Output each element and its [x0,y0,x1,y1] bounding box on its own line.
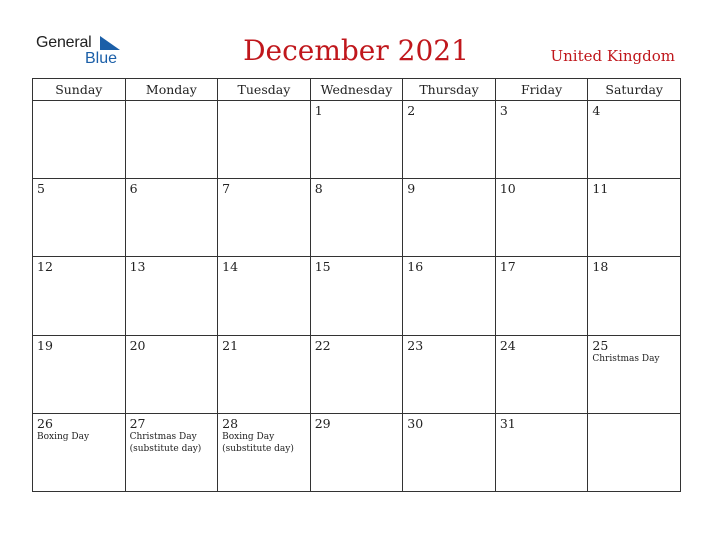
day-number [126,101,218,103]
holiday-label: Christmas Day (substitute day) [129,431,202,454]
day-cell [495,257,588,335]
day-cell [588,179,681,257]
day-cell [218,335,311,413]
day-number: 16 [407,259,424,275]
day-cell [33,335,126,413]
day-number: 9 [407,181,416,197]
day-number: 3 [499,103,508,118]
day-number: 14 [222,259,239,275]
day-cell [588,413,681,491]
weekday-header: Sunday [33,79,126,101]
day-number: 31 [499,415,516,431]
logo-word-blue: Blue [85,50,118,67]
day-cell [33,413,126,491]
day-number: 24 [499,337,516,353]
day-cell [403,335,496,413]
day-number: 10 [499,181,516,197]
weekday-header: Tuesday [218,79,311,101]
logo-word-general: General [36,34,92,51]
day-number: 28 [222,415,239,431]
day-cell [495,101,588,179]
day-number [218,101,310,103]
weekday-header: Saturday [588,79,681,101]
day-cell [310,413,403,491]
day-number [588,414,680,416]
day-number: 25 [592,337,609,353]
day-cell [218,413,311,491]
day-cell [588,257,681,335]
day-number: 5 [37,181,45,197]
day-number [33,101,125,103]
week-row [33,335,681,413]
day-cell [125,335,218,413]
weekday-header: Monday [125,79,218,101]
holiday-label: Boxing Day [37,431,90,442]
day-number: 27 [129,415,146,431]
day-cell [33,257,126,335]
day-number: 8 [314,181,323,197]
day-cell [218,257,311,335]
day-cell [33,101,126,179]
week-row [33,101,681,179]
day-number: 18 [592,259,609,275]
calendar-title: December 2021 [243,34,469,67]
week-row [33,257,681,335]
holiday-label: Boxing Day (substitute day) [222,431,294,454]
day-number: 30 [407,415,424,431]
day-cell [495,179,588,257]
day-cell [310,335,403,413]
day-number: 20 [129,337,146,353]
day-cell [588,101,681,179]
day-number: 22 [314,337,331,353]
day-cell [403,257,496,335]
day-cell [495,335,588,413]
day-cell [218,179,311,257]
day-number: 19 [37,337,53,353]
weekday-header: Thursday [403,79,496,101]
weekday-header: Wednesday [310,79,403,101]
day-number: 2 [407,103,416,118]
day-cell [403,413,496,491]
day-number: 7 [222,181,231,197]
day-cell [588,335,681,413]
day-cell [403,101,496,179]
day-number: 21 [222,337,239,353]
day-cell [403,179,496,257]
week-row [33,413,681,491]
holiday-label: Christmas Day [592,353,660,364]
day-cell [125,179,218,257]
day-number: 17 [499,259,516,275]
day-cell [310,257,403,335]
day-number: 11 [592,181,609,197]
day-number: 12 [37,259,53,275]
day-number: 15 [314,259,331,275]
country-label: United Kingdom [550,47,675,65]
day-cell [310,179,403,257]
day-cell [125,413,218,491]
day-number: 23 [407,337,424,353]
day-cell [125,257,218,335]
day-cell [310,101,403,179]
weekday-header: Friday [495,79,588,101]
day-cell [125,101,218,179]
day-number: 29 [314,415,331,431]
day-number: 6 [129,181,138,197]
day-cell [218,101,311,179]
day-number: 4 [592,103,601,118]
day-cell [33,179,126,257]
week-row [33,179,681,257]
day-number: 13 [129,259,146,275]
day-number: 1 [314,103,323,118]
weekday-header-row [33,79,681,101]
day-number: 26 [37,415,53,431]
calendar-grid [32,78,681,492]
day-cell [495,413,588,491]
